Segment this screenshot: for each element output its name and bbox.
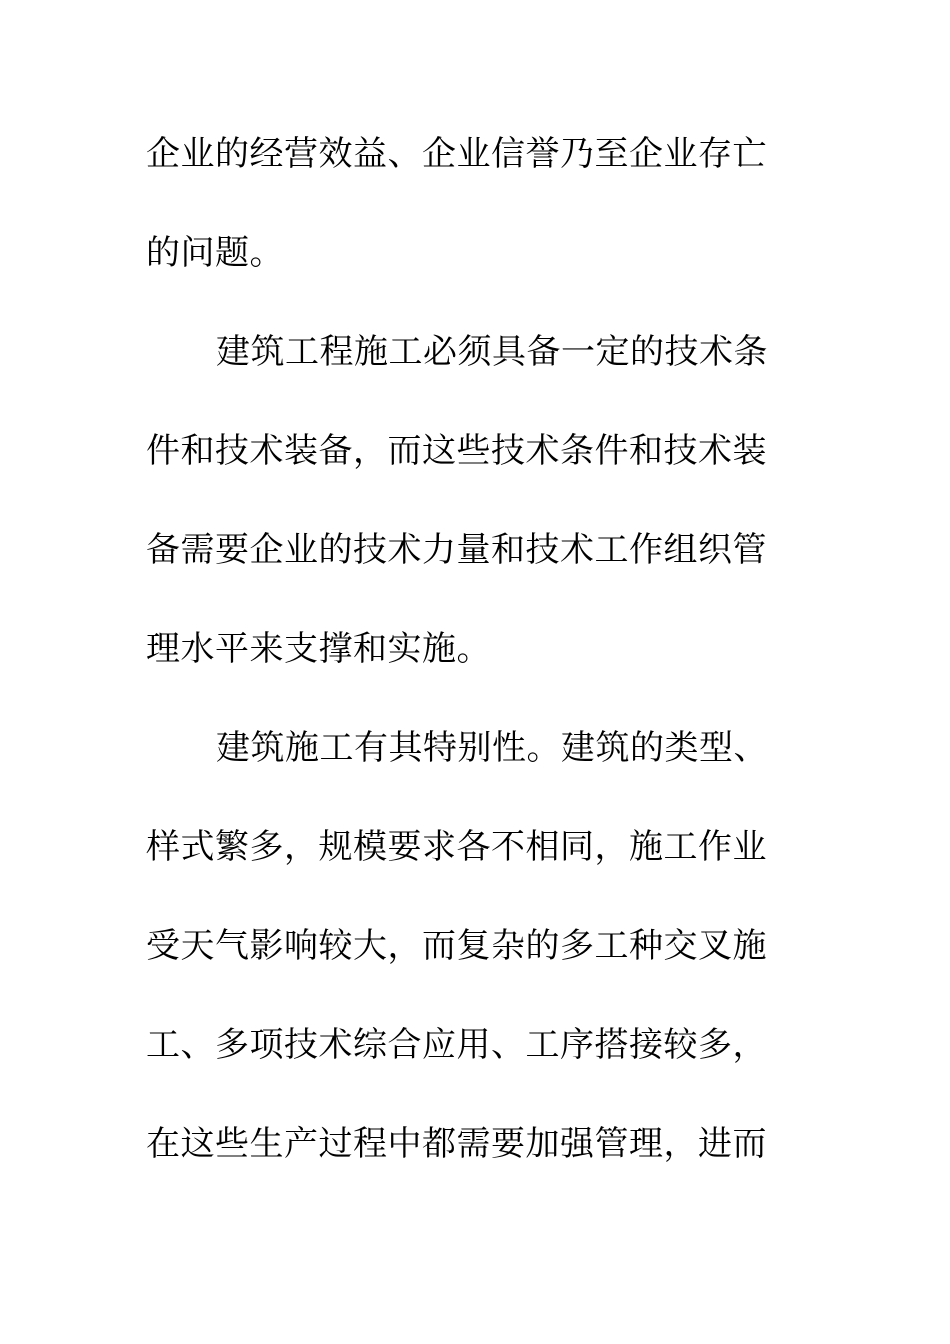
text-line: 备需要企业的技术力量和技术工作组织管: [146, 530, 767, 570]
text-line: 在这些生产过程中都需要加强管理，进而: [146, 1124, 767, 1164]
text-line: 样式繁多，规模要求各不相同，施工作业: [146, 827, 767, 867]
text-line: 企业的经营效益、企业信誉乃至企业存亡: [146, 134, 767, 174]
text-line: 理水平来支撑和实施。: [146, 629, 491, 669]
body-text: [146, 124, 778, 1213]
paragraph-start-line: 建筑工程施工必须具备一定的技术条: [216, 332, 768, 372]
text-line: 件和技术装备，而这些技术条件和技术装: [146, 431, 767, 471]
text-line: 受天气影响较大，而复杂的多工种交叉施: [146, 926, 767, 966]
text-line: 的问题。: [146, 233, 284, 273]
text-line: 工、多项技术综合应用、工序搭接较多，: [146, 1025, 767, 1065]
paragraph-start-line: 建筑施工有其特别性。建筑的类型、: [216, 728, 768, 768]
